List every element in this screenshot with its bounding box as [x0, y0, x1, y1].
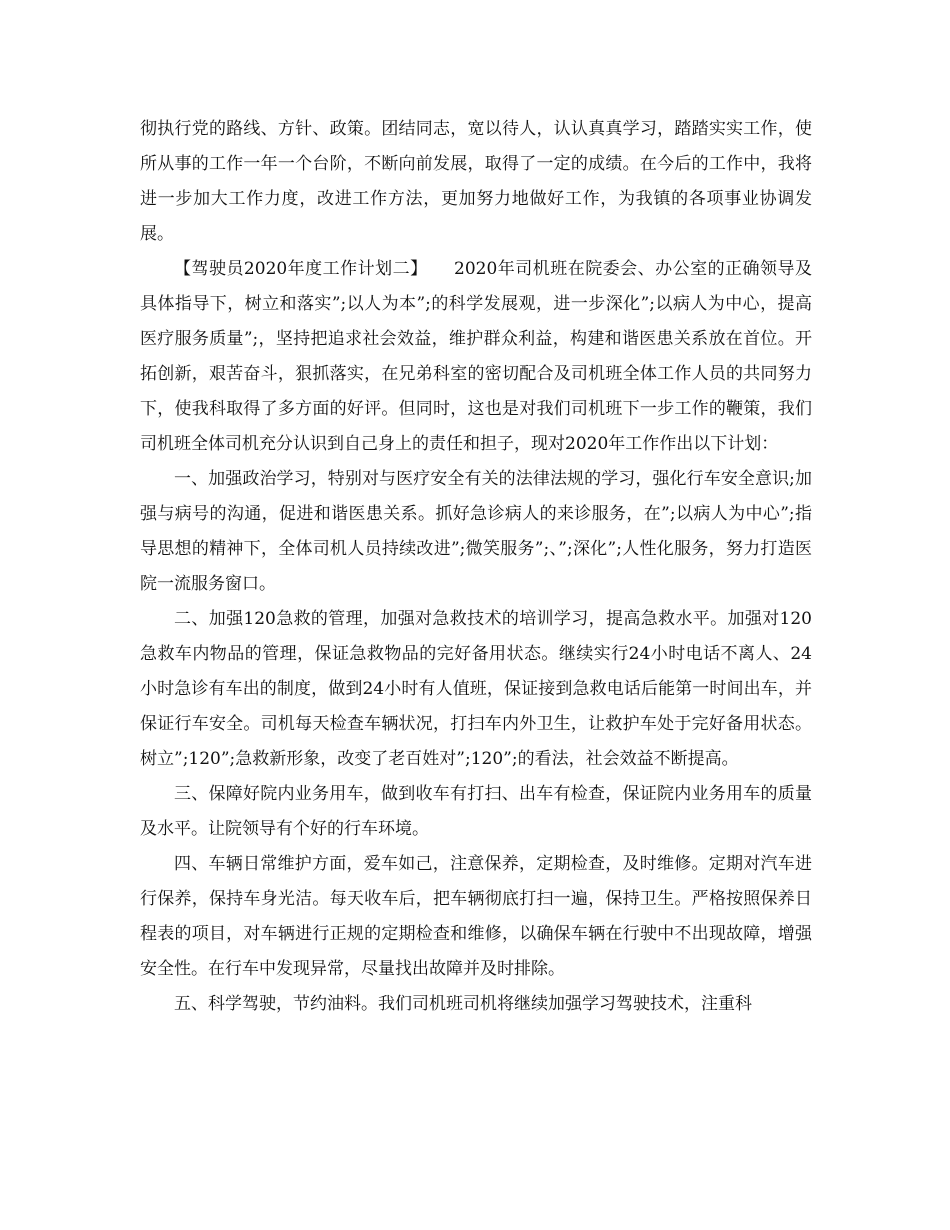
paragraph-item-3: 三、保障好院内业务用车，做到收车有打扫、出车有检查，保证院内业务用车的质量及水平。让院领导有个好的行车环境。: [140, 784, 812, 839]
document-page: [140, 112, 812, 1022]
paragraph-item-4: 四、车辆日常维护方面，爱车如己，注意保养，定期检查，及时维修。定期对汽车进行保养，保持车身光洁。每天收车后，把车辆彻底打扫一遍，保持卫生。严格按照保养日程表的项目，对车辆进行正规的定期检查和维修，以确保车辆在行驶中不出现故障，增强安全性。在行车中发现异常，尽量找出故障并及时排除。: [140, 854, 812, 979]
paragraph-continuation: 彻执行党的路线、方针、政策。团结同志，宽以待人，认认真真学习，踏踏实实工作，使所从事的工作一年一个台阶，不断向前发展，取得了一定的成绩。在今后的工作中，我将进一步加大工作力度，改进工作方法，更加努力地做好工作，为我镇的各项事业协调发展。: [140, 119, 812, 244]
paragraph-item-5: 五、科学驾驶，节约油料。我们司机班司机将继续加强学习驾驶技术，注重科: [174, 994, 752, 1014]
paragraph-plan-intro: 【驾驶员2020年度工作计划二】 2020年司机班在院委会、办公室的正确领导及具体指导下，树立和落实”;以人为本”;的科学发展观，进一步深化”;以病人为中心，提高医疗服务质量”;，坚持把追求社会效益，维护群众利益，构建和谐医患关系放在首位。开拓创新，艰苦奋斗，狠抓落实，在兄弟科室的密切配合及司机班全体工作人员的共同努力下，使我科取得了多方面的好评。但同时，这也是对我们司机班下一步工作的鞭策，我们司机班全体司机充分认识到自己身上的责任和担子，现对2020年工作作出以下计划：: [140, 259, 812, 454]
paragraph-item-1: 一、加强政治学习，特别对与医疗安全有关的法律法规的学习，强化行车安全意识;加强与病号的沟通，促进和谐医患关系。抓好急诊病人的来诊服务，在”;以病人为中心”;指导思想的精神下，全体司机人员持续改进”;微笑服务”;、”;深化”;人性化服务，努力打造医院一流服务窗口。: [140, 469, 812, 594]
paragraph-item-2: 二、加强120急救的管理，加强对急救技术的培训学习，提高急救水平。加强对120急救车内物品的管理，保证急救物品的完好备用状态。继续实行24小时电话不离人、24小时急诊有车出的制度，做到24小时有人值班，保证接到急救电话后能第一时间出车，并保证行车安全。司机每天检查车辆状况，打扫车内外卫生，让救护车处于完好备用状态。树立”;120”;急救新形象，改变了老百姓对”;120”;的看法，社会效益不断提高。: [140, 609, 812, 769]
